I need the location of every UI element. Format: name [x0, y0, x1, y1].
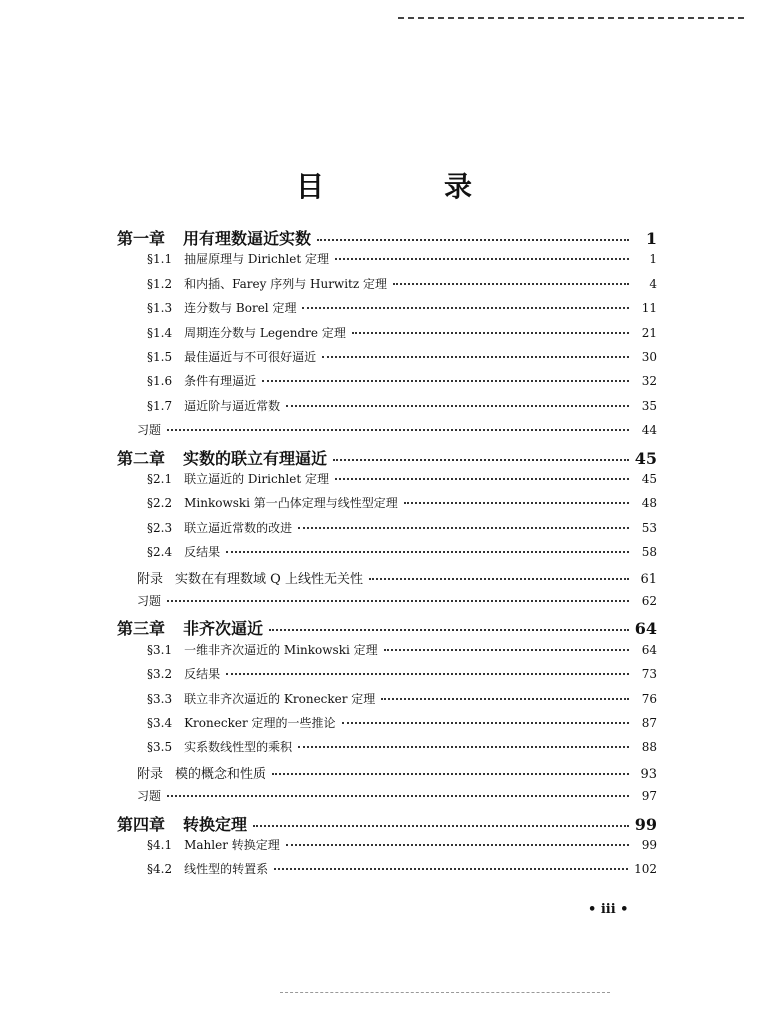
toc-entry-number: §2.2: [147, 496, 173, 511]
dot-leader: [404, 502, 629, 504]
toc-entry-label: 实系数线性型的乘积: [184, 740, 293, 755]
toc-entry-page: 30: [641, 350, 657, 364]
toc-entry-label: 抽屉原理与 Dirichlet 定理: [184, 252, 329, 267]
toc-entry-label: 转换定理: [183, 814, 248, 834]
dot-leader: [384, 649, 629, 651]
toc-entry-page: 62: [641, 594, 657, 608]
toc-entry-label: 习题: [137, 594, 162, 608]
toc-entry-number: 附录: [137, 766, 164, 782]
toc-entry-label: 周期连分数与 Legendre 定理: [184, 325, 346, 340]
page-title: 目 录: [295, 170, 518, 203]
dot-leader: [302, 307, 629, 309]
toc-entry-label: 逼近阶与逼近常数: [184, 398, 281, 413]
page-number-footer: • iii •: [588, 902, 629, 917]
toc-entry-number: §1.3: [147, 301, 173, 316]
toc-chapter-row[interactable]: [117, 446, 657, 469]
toc-entry-page: 64: [641, 642, 657, 657]
toc-entry-number: §3.2: [147, 667, 173, 682]
dot-leader: [322, 356, 629, 358]
toc-section-row[interactable]: [147, 714, 657, 731]
toc-entry-label: 模的概念和性质: [175, 766, 267, 782]
toc-entry-number: 附录: [137, 571, 164, 587]
dot-leader: [226, 551, 629, 553]
toc-entry-page: 21: [641, 325, 657, 340]
toc-entry-page: 64: [634, 619, 657, 639]
dot-leader: [286, 844, 629, 846]
dot-leader: [335, 258, 629, 260]
toc-entry-page: 87: [641, 716, 657, 730]
toc-section-row[interactable]: [147, 250, 657, 267]
toc-entry-page: 1: [649, 252, 657, 267]
dot-leader: [272, 773, 629, 775]
toc-entry-label: 联立逼近常数的改进: [184, 520, 293, 535]
toc-section-row[interactable]: [147, 372, 657, 389]
toc-section-row[interactable]: [147, 641, 657, 658]
toc-entry-number: §1.5: [147, 350, 173, 364]
toc-entry-label: 线性型的转置系: [184, 862, 269, 877]
toc-entry-page: 4: [649, 276, 657, 291]
toc-appendix-row[interactable]: [137, 763, 657, 782]
toc-section-row[interactable]: [147, 665, 657, 682]
toc-entry-label: 习题: [137, 423, 162, 438]
toc-section-row[interactable]: [147, 275, 657, 292]
toc-exercise-row[interactable]: [137, 421, 657, 438]
toc-entry-number: §2.4: [147, 545, 173, 560]
toc-entry-page: 97: [641, 789, 657, 804]
toc-section-row[interactable]: [147, 690, 657, 707]
toc-entry-label: 实数的联立有理逼近: [183, 448, 328, 468]
toc-section-row[interactable]: [147, 738, 657, 755]
dot-leader: [298, 746, 629, 748]
toc-entry-page: 44: [641, 423, 657, 438]
toc-entry-page: 61: [640, 571, 657, 587]
dot-leader: [369, 578, 629, 580]
dot-leader: [286, 405, 629, 407]
toc-entry-label: 实数在有理数域 Q 上线性无关性: [175, 571, 363, 587]
toc-entry-page: 73: [641, 667, 657, 682]
toc-section-row[interactable]: [147, 397, 657, 414]
toc-entry-number: §1.4: [147, 325, 173, 340]
toc-entry-label: Mahler 转换定理: [184, 838, 280, 852]
dot-leader: [342, 722, 630, 724]
dot-leader: [393, 283, 629, 285]
toc-entry-label: 最佳逼近与不可很好逼近: [184, 350, 317, 364]
toc-entry-label: Minkowski 第一凸体定理与线性型定理: [184, 496, 398, 511]
toc-exercise-row[interactable]: [137, 592, 657, 609]
toc-entry-page: 48: [641, 496, 657, 511]
toc-entry-label: 用有理数逼近实数: [183, 229, 312, 248]
toc-entry-page: 99: [641, 838, 657, 852]
toc-entry-page: 99: [634, 814, 657, 834]
toc-entry-label: 联立逼近的 Dirichlet 定理: [184, 472, 329, 486]
toc-section-row[interactable]: [147, 519, 657, 536]
toc-section-row[interactable]: [147, 494, 657, 511]
toc-chapter-row[interactable]: [117, 812, 657, 835]
toc-entry-number: §3.3: [147, 691, 173, 706]
toc-entry-page: 11: [641, 301, 657, 316]
dot-leader: [335, 478, 629, 480]
dot-leader: [167, 429, 629, 431]
toc-entry-label: 一维非齐次逼近的 Minkowski 定理: [184, 642, 378, 657]
toc-entry-page: 53: [641, 520, 657, 535]
toc-entry-number: §1.6: [147, 374, 173, 389]
toc-entry-label: 非齐次逼近: [183, 619, 264, 639]
toc-entry-number: 第二章: [117, 448, 166, 468]
toc-entry-number: §3.4: [147, 716, 173, 730]
scan-noise-line: [280, 992, 610, 993]
toc-section-row[interactable]: [147, 470, 657, 487]
dot-leader: [226, 673, 629, 675]
dot-leader: [167, 600, 629, 602]
toc-chapter-row[interactable]: [117, 226, 657, 249]
dot-leader: [298, 527, 629, 529]
toc-entry-number: §3.5: [147, 740, 173, 755]
toc-entry-page: 76: [641, 691, 657, 706]
toc-appendix-row[interactable]: [137, 568, 657, 587]
toc-section-row[interactable]: [147, 836, 657, 853]
dot-leader: [253, 825, 629, 827]
dot-leader: [352, 332, 629, 334]
toc-entry-page: 88: [641, 740, 657, 755]
dot-leader: [317, 239, 629, 241]
toc-entry-page: 32: [641, 374, 657, 389]
dot-leader: [269, 629, 629, 631]
toc-section-row[interactable]: [147, 299, 657, 316]
toc-entry-label: Kronecker 定理的一些推论: [184, 716, 336, 730]
toc-entry-label: 条件有理逼近: [184, 374, 257, 389]
toc-entry-page: 93: [640, 766, 657, 782]
dot-leader: [381, 698, 629, 700]
toc-entry-page: 102: [634, 862, 657, 877]
dot-leader: [262, 380, 629, 382]
toc-section-row[interactable]: [147, 348, 657, 365]
toc-entry-page: 1: [645, 229, 657, 248]
toc-entry-page: 35: [641, 398, 657, 413]
toc-section-row[interactable]: [147, 860, 657, 877]
toc-entry-number: §2.3: [147, 520, 173, 535]
toc-entry-number: §2.1: [147, 472, 173, 486]
toc-entry-number: §4.1: [147, 838, 173, 852]
toc-entry-page: 45: [641, 472, 657, 486]
toc-section-row[interactable]: [147, 324, 657, 341]
toc-entry-number: §4.2: [147, 862, 173, 877]
toc-entry-number: §1.2: [147, 276, 173, 291]
dot-leader: [333, 459, 629, 461]
toc-entry-label: 连分数与 Borel 定理: [184, 301, 297, 316]
toc-entry-label: 习题: [137, 789, 162, 804]
toc-entry-number: 第三章: [117, 619, 166, 639]
toc-entry-number: 第四章: [117, 814, 166, 834]
toc-section-row[interactable]: [147, 543, 657, 560]
toc-entry-label: 反结果: [184, 545, 221, 560]
toc-entry-page: 45: [634, 448, 657, 468]
dot-leader: [167, 795, 629, 797]
toc-entry-label: 和内插、Farey 序列与 Hurwitz 定理: [184, 276, 388, 291]
dot-leader: [274, 868, 628, 870]
toc-entry-label: 反结果: [184, 667, 221, 682]
toc-entry-number: 第一章: [117, 229, 166, 248]
toc-chapter-row[interactable]: [117, 616, 657, 639]
toc-entry-number: §3.1: [147, 642, 173, 657]
toc-entry-number: §1.1: [147, 252, 173, 267]
toc-entry-page: 58: [641, 545, 657, 560]
toc-entry-label: 联立非齐次逼近的 Kronecker 定理: [184, 691, 376, 706]
toc-entry-number: §1.7: [147, 398, 173, 413]
toc-exercise-row[interactable]: [137, 787, 657, 804]
